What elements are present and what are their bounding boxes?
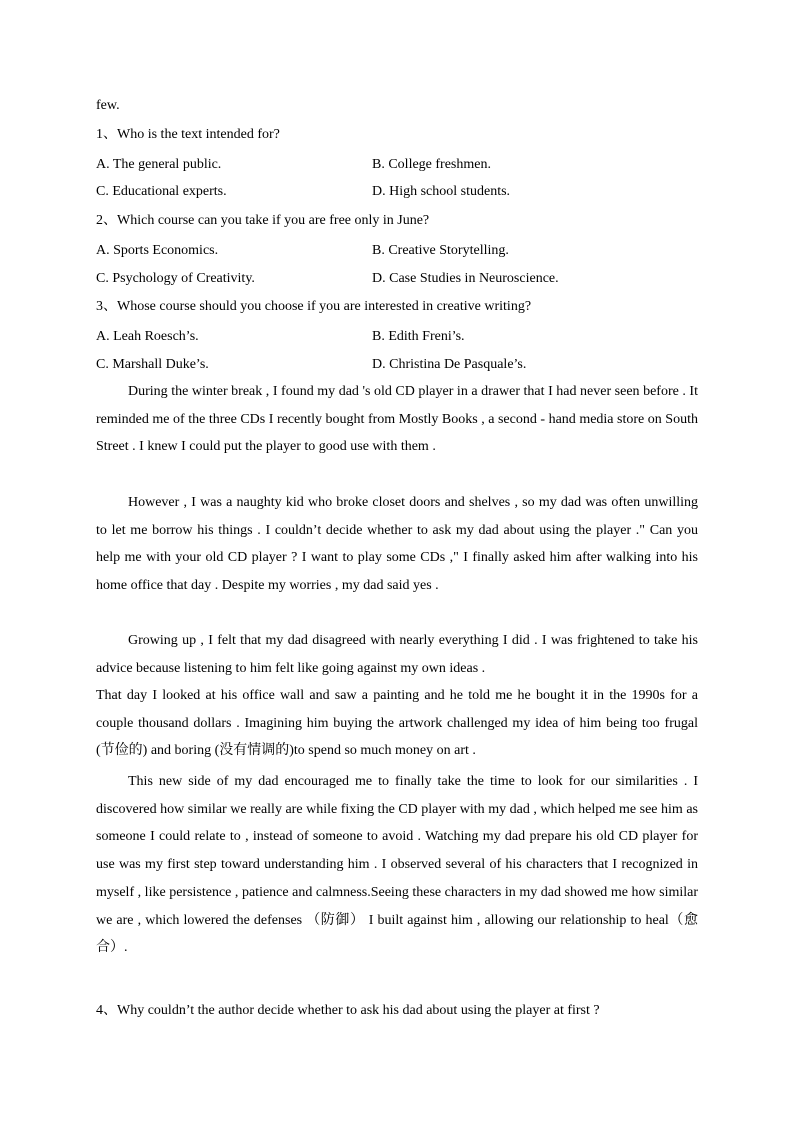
q2-option-b: B. Creative Storytelling. [372, 243, 509, 258]
passage-paragraph-1: During the winter break , I found my dad 's old CD player in a drawer that I had never seen before . It reminded me of the three CDs I recently bought from Mostly Books , a second - hand media store on South Street . I knew I could put the player to good use with them . [96, 384, 698, 455]
passage-paragraph-5: This new side of my dad encouraged me to finally take the time to look for our similarities . I discovered how similar we really are while fixing the CD player with my dad , which helped me see him as someone I could relate to , instead of someone to avoid . Watching my dad prepare his old CD player for use was my first step toward understanding him . I observed several of his characters that I recognized in myself , like persistence , patience and calmness.Seeing these characters in my dad showed me how similar we are , which lowered the defenses （防御） I built against him , allowing our relationship to heal（愈合）. [96, 774, 698, 956]
lead-fragment: few. [96, 98, 120, 113]
q2-option-a: A. Sports Economics. [96, 243, 219, 258]
passage-paragraph-4: That day I looked at his office wall and saw a painting and he told me he bought it in the 1990s for a couple thousand dollars . Imagining him buying the artwork challenged my idea of him being too frugal (节俭的) and boring (没有情调的)to spend so much money on art . [96, 688, 698, 759]
q1-option-d: D. High school students. [372, 184, 511, 199]
question-1-stem: 1、Who is the text intended for? [96, 127, 280, 142]
q2-option-c: C. Psychology of Creativity. [96, 271, 255, 286]
q1-option-b: B. College freshmen. [372, 157, 491, 172]
q1-option-a: A. The general public. [96, 157, 222, 172]
question-2-stem: 2、Which course can you take if you are free only in June? [96, 213, 430, 228]
passage-paragraph-2: However , I was a naughty kid who broke closet doors and shelves , so my dad was often unwilling to let me borrow his things . I couldn’t decide whether to ask my dad about using the player ." Can you help me with your old CD player ? I want to play some CDs ," I finally asked him after walking into his home office that day . Despite my worries , my dad said yes . [96, 495, 698, 594]
q3-option-c: C. Marshall Duke’s. [96, 357, 209, 372]
q2-option-d: D. Case Studies in Neuroscience. [372, 271, 559, 286]
q3-option-a: A. Leah Roesch’s. [96, 329, 199, 344]
q1-option-c: C. Educational experts. [96, 184, 227, 199]
q3-option-d: D. Christina De Pasquale’s. [372, 357, 527, 372]
question-4-stem: 4、Why couldn’t the author decide whether to ask his dad about using the player at first ? [96, 1003, 600, 1018]
question-3-stem: 3、Whose course should you choose if you are interested in creative writing? [96, 299, 532, 314]
q3-option-b: B. Edith Freni’s. [372, 329, 465, 344]
passage-paragraph-3: Growing up , I felt that my dad disagreed with nearly everything I did . I was frightened to take his advice because listening to him felt like going against my own ideas . [96, 633, 698, 676]
